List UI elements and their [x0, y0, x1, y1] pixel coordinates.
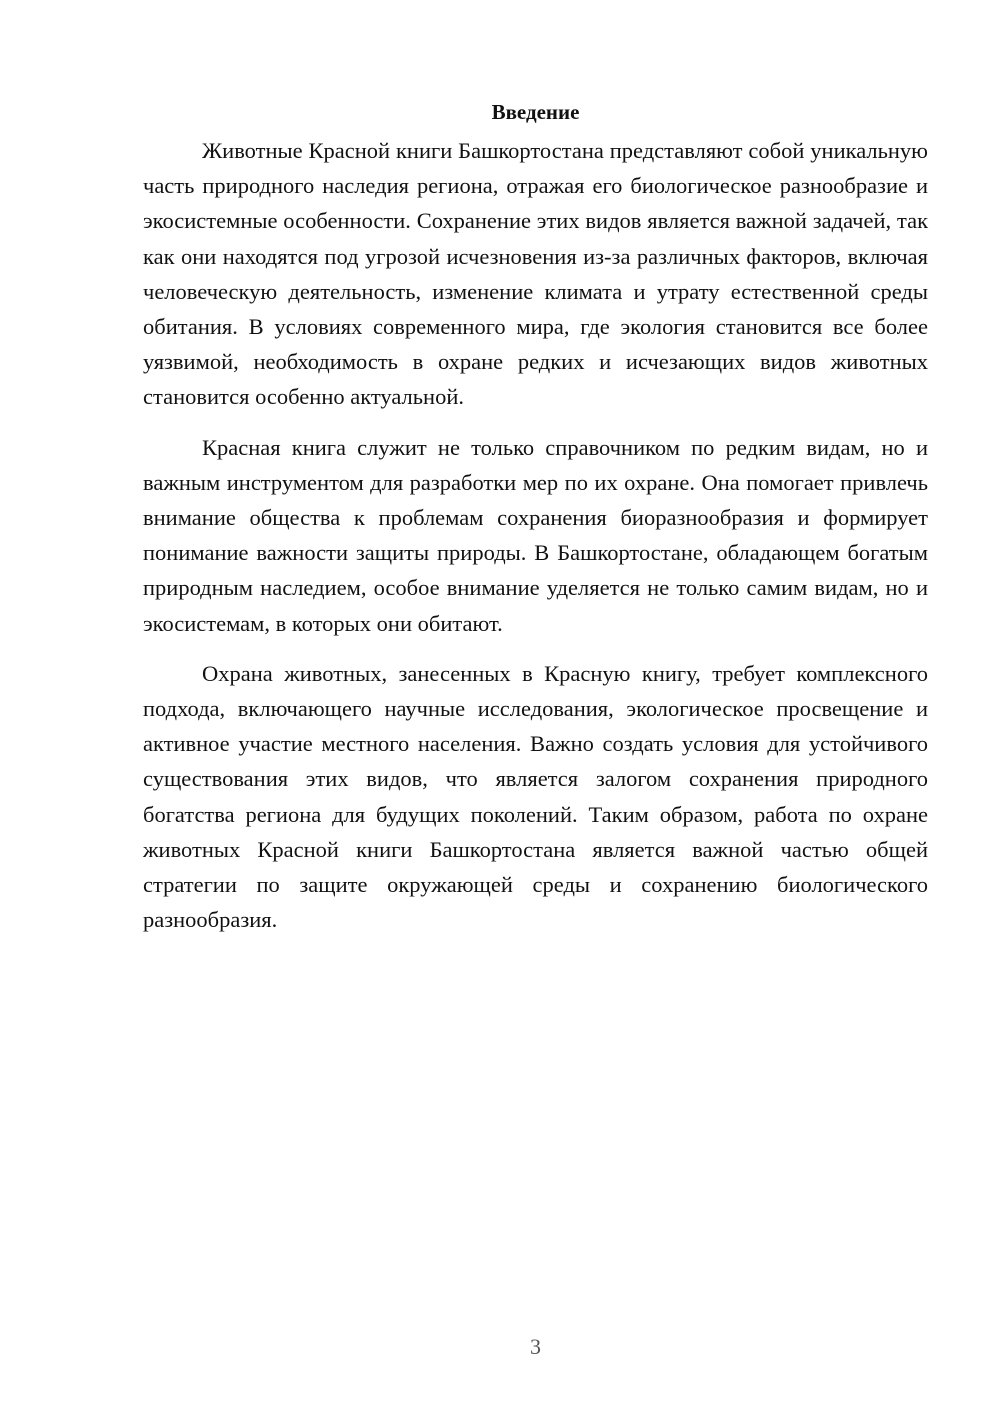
paragraph-protection: Охрана животных, занесенных в Красную книгу, требует комплексного подхода, включающего научные исследования, экологическое просвещение и активное участие местного населения. Важно создать условия для устойчивого существования этих видов, что является залогом сохранения природного богатства региона для будущих поколений. Таким образом, работа по охране животных Красной книги Башкортостана является важной частью общей стратегии по защите окружающей среды и сохранению биологического разнообразия.	[143, 660, 928, 933]
paragraph-red-book: Красная книга служит не только справочником по редким видам, но и важным инструментом для разработки мер по их охране. Она помогает привлечь внимание общества к проблемам сохранения биоразнообразия и формирует понимание важности защиты природы. В Башкортостане, обладающем богатым природным наследием, особое внимание уделяется не только самим видам, но и экосистемам, в которых они обитают.	[143, 434, 928, 636]
section-heading: Введение	[491, 100, 580, 124]
paragraph-intro: Животные Красной книги Башкортостана представляют собой уникальную часть природного наследия региона, отражая его биологическое разнообразие и экосистемные особенности. Сохранение этих видов является важной задачей, так как они находятся под угрозой исчезновения из-за различных факторов, включая человеческую деятельность, изменение климата и утрату естественной среды обитания. В условиях современного мира, где экология становится все более уязвимой, необходимость в охране редких и исчезающих видов животных становится особенно актуальной.	[143, 138, 928, 410]
page-number: 3	[530, 1334, 541, 1359]
page-content	[143, 97, 928, 937]
